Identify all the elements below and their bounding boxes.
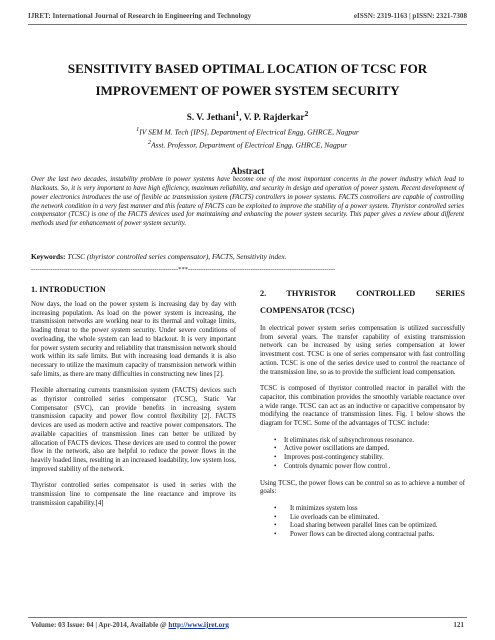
tcsc-paragraph-3: Using TCSC, the power flows can be control so as to achieve a number of goals:	[260, 479, 465, 496]
title-line-1: SENSITIVITY BASED OPTIMAL LOCATION OF TCSC FOR	[67, 61, 428, 76]
keywords-label: Keywords:	[31, 252, 66, 261]
author-1: S. V. Jethani	[186, 112, 236, 123]
intro-paragraph-2: Flexible alternating currents transmission system (FACTS) devices such as thyristor controlled series compensator (TCSC), Static Var Compensator (SVC), can provide benefits in increasing system transmission capacity and power flow control flexibility [2]. FACTS devices are used as modern active and reactive power compensators. The available capacities of transmission lines can better be utilized by allocation of FACTS devices. These devices are used to control the power flow in the network, also are helpful to reduce the power flows in the heavily loaded lines, resulting in an increased loadability, low system loss, improved stability of the network.	[31, 387, 236, 473]
tcsc-paragraph-2: TCSC is composed of thyristor controlled reactor in parallel with the capacitor, this combination provides the smoothly variable reactance over a wide range. TCSC can act as an inductive or capacitive compensator by modifying the reactance of transmission lines. Fig. 1 below shows the diagram for TCSC. Some of the advantages of TCSC include:	[260, 385, 465, 428]
journal-url-link[interactable]: http://www.ijret.org	[168, 621, 229, 629]
right-column	[260, 285, 465, 548]
list-item: • It eliminates risk of subsynchronous resonance.	[260, 437, 465, 446]
list-item: • Load sharing between parallel lines can be optimized.	[260, 522, 465, 531]
list-item: • Power flows can be directed along contractual paths.	[260, 531, 465, 540]
author-2-mark: 2	[304, 109, 309, 118]
keywords	[31, 252, 464, 261]
author-2: V. P. Rajderkar	[243, 112, 305, 123]
tcsc-paragraph-1: In electrical power system series compensation is utilized successfully from several years. The transfer capability of existing transmission network can be increased by using series compensation at lower investment cost. TCSC is one of series compensator with fast controlling action. TCSC is one of the series device used to control the reactance of the transmission line, so as to provide the sufficient load compensation.	[260, 325, 465, 376]
section-2-heading-line-2: COMPENSATOR (TCSC)	[260, 306, 355, 315]
abstract-heading: Abstract	[230, 166, 265, 176]
author-1-mark: 1	[235, 109, 240, 118]
section-separator: --------------------------------------------------------------------***--------------------------------------------------------------------	[31, 266, 336, 273]
affiliation-1	[20, 125, 475, 138]
section-2-heading-line-1: 2. THYRISTOR CONTROLLED SERIES	[260, 289, 465, 298]
list-item: • Active power oscillations are damped.	[260, 445, 465, 454]
author-separator: ,	[239, 112, 244, 123]
affiliation-1-text: IV SEM M. Tech [IPS], Department of Electrical Engg, GHRCE, Nagpur	[139, 127, 359, 137]
journal-name: IJRET: International Journal of Research in Engineering and Technology	[28, 12, 252, 20]
list-item: • Lie overloads can be eliminated.	[260, 514, 465, 523]
intro-paragraph-1: Now days, the load on the power system is increasing day by day with increasing population. As load on the power system is increasing, the transmission networks are working near to its thermal and voltage limits, leading threat to the power system security. Under severe conditions of overloading, the whole system can lead to blackout. It is very important for power system security and reliability that transmission network should work within its safe limits. But with increasing load demands it is also necessary to utilize the maximum capacity of transmission network within safe limits, as there are many difficulties in constructing new lines [2].	[31, 301, 236, 378]
goals-list	[260, 505, 465, 540]
section-2-heading	[260, 285, 465, 319]
page-number: 121	[453, 621, 464, 629]
running-header	[28, 12, 467, 20]
affiliation-1-mark: 1	[136, 126, 140, 133]
advantages-list	[260, 437, 465, 472]
footer-volume: Volume: 03 Issue: 04 | Apr-2014, Available @	[31, 621, 169, 629]
title-line-2: IMPROVEMENT OF POWER SYSTEM SECURITY	[95, 83, 400, 98]
affiliation-2	[20, 138, 475, 151]
issn: eISSN: 2319-1163 | pISSN: 2321-7308	[353, 12, 467, 20]
paper-title	[20, 58, 475, 102]
abstract-text: Over the last two decades, instability problem in power systems have become one of the most important concerns in the power industry which lead to blackouts. So, it is very important to have high efficiency, maximum reliability, and security in design and operation of power system. Recent development of power electronics introduces the use of flexible ac transmission system (FACTS) controllers in power systems. FACTS controllers are capable of controlling the network condition in a very fast manner and this feature of FACTS can be exploited to improve the stability of a power system. Thyristor controlled series compensator (TCSC) is one of the FACTS devices used for maintaining and enhancing the power system security. This paper gives a review about different methods used for enhancement of power system security.	[31, 176, 464, 228]
list-item: • It minimizes system loss	[260, 505, 465, 514]
section-1-heading: 1. INTRODUCTION	[31, 285, 106, 294]
list-item: • Improves post-contingency stability.	[260, 454, 465, 463]
affiliations	[20, 125, 475, 151]
left-column	[31, 285, 236, 516]
keywords-text: TCSC (thyristor controlled series compensator), FACTS, Sensitivity index.	[65, 252, 287, 261]
running-footer	[31, 621, 464, 629]
intro-paragraph-3: Thyristor controlled series compensator is used in series with the transmission line to compensate the line reactance and improve its transmission capability.[4]	[31, 482, 236, 507]
author-list	[20, 109, 475, 122]
affiliation-2-mark: 2	[147, 139, 151, 146]
footer-rule	[28, 617, 467, 618]
header-rule	[28, 24, 467, 25]
list-item: • Controls dynamic power flow control .	[260, 463, 465, 472]
affiliation-2-text: Asst. Professor, Department of Electrical Engg, GHRCE, Nagpur	[150, 140, 348, 150]
footer-volume-info	[31, 621, 229, 629]
